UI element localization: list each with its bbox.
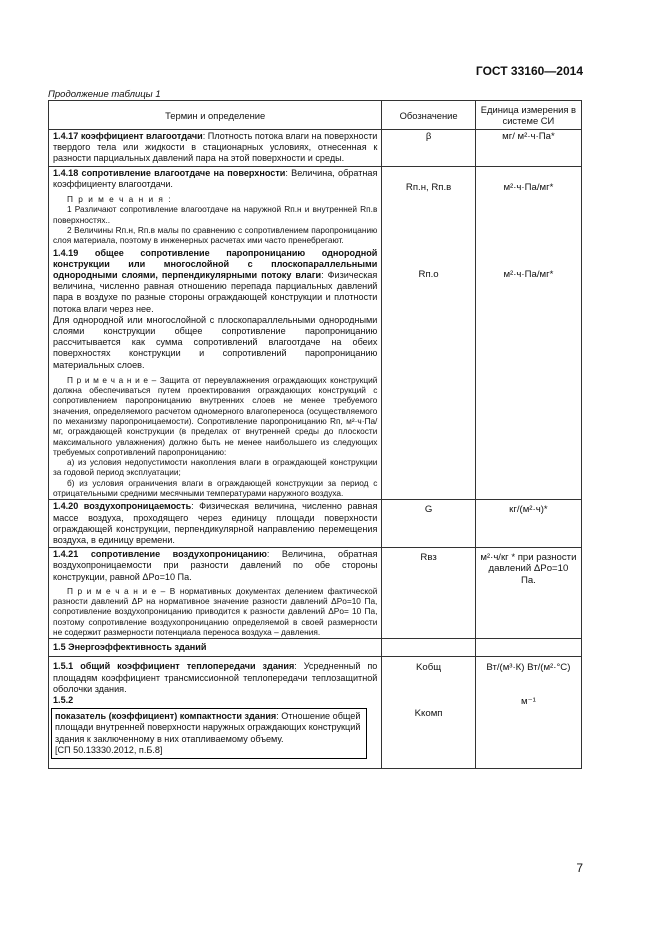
terms-table (48, 100, 582, 769)
table-header-row (49, 101, 582, 130)
page-number: 7 (576, 861, 583, 875)
symbol-cell: Rвз (382, 548, 475, 639)
term-cell: 1.4.17 коэффициент влагоотдачи: Плотность потока влаги на поверхности твердого тела или жидкости в стационарных условиях, отнесенная к разности парциальных давлений пара на этой поверхности и среды. (49, 130, 382, 167)
table-row (49, 166, 582, 500)
table-row (49, 639, 582, 657)
header-term: Термин и определение (49, 101, 382, 130)
term-cell: 1.4.20 воздухопроницаемость: Физическая величина, численно равная массе воздуха, проходящего через единицу площади поверхности ограждающей конструкции, перпендикулярной направлению перемещения воздуха, в единицу времени. (49, 500, 382, 548)
term-cell: 1.4.18 сопротивление влагоотдаче на поверхности: Величина, обратная коэффициенту влагоотдачи. П р и м е ч а н и я : 1 Различают сопротивление влагоотдаче на наружной Rп.н и внутренней Rп.в поверхностях.. 2 Величины Rп.н, Rп.в малы по сравнению с сопротивлением паропроницанию слоя материала, поэтому в инженерных расчетах ими часто пренебрегают. 1.4.19 общее сопротивление паропроницанию однородной конструкции или многослойной с плоскопараллельными однородными слоями, перпендикулярными потоку влаги: Физическая величина, численно равная отношению перепада парциальных давлений пара в воздухе по разные стороны ограждающей конструкции и плотности потока влаги через нее. Для однородной или многослойной с плоскопараллельными однородными слоями конструкции общее сопротивление паропроницанию рассчитывается как сумма сопротивлений влагоотдаче на обеих поверхностях конструкции и сопротивлений паропроницанию материальных слоев. П р и м е ч а н и е – Защита от переувлажнения ограждающих конструкций должна обеспечиваться путем проектирования ограждающих конструкций с сопротивлением паропроницанию внутренних слоев не менее требуемого значения, определяемого расчетом одномерного влагопереноса (осуществляемого по механизму паропроницаемости). Сопротивление паропроницанию Rп, м²·ч·Па/мг, ограждающей конструкции (в пределах от внутренней среды до плоскости максимального увлажнения) должно быть не менее наибольшего из следующих требуемых сопротивлений паропроницанию: а) из условия недопустимости накопления влаги в ограждающей конструкции за годовой период эксплуатации; б) из условия ограничения влаги в ограждающей конструкции за период с отрицательными средними месячными температурами наружного воздуха. (49, 166, 382, 500)
header-unit: Единица измерения в системе СИ (475, 101, 581, 130)
term-cell: 1.4.21 сопротивление воздухопроницанию: Величина, обратная воздухопроницаемости при разности давлений по обе стороны конструкции, равной ΔPо=10 Па. П р и м е ч а н и е – В нормативных документах делением фактической разности давлений ΔP на нормативное значение разности давлений ΔPо=10 Па, сопротивление воздухопроницанию приводится к разности давлений ΔPо= 10 Па, поэтому сопротивление воздухопроницанию определяемой в своей размерности не содержит размерности потенциала переноса воздуха – давления. (49, 548, 382, 639)
symbol-cell: Kобщ Kкомп (382, 657, 475, 769)
table-row (49, 548, 582, 639)
highlighted-definition-box: показатель (коэффициент) компактности здания: Отношение общей площади внутренней поверхности наружных ограждающих конструкций здания к заключенному в них отапливаемому объему. [СП 50.13330.2012, п.Б.8] (51, 708, 367, 759)
term-cell: 1.5.1 общий коэффициент теплопередачи здания: Усредненный по площадям коэффициент трансмиссионной теплопередачи теплозащитной оболочки здания. 1.5.2 показатель (коэффициент) компактности здания: Отношение общей площади внутренней поверхности наружных ограждающих конструкций здания к заключенному в них отапливаемому объему. [СП 50.13330.2012, п.Б.8] (49, 657, 382, 769)
unit-cell: Вт/(м³·К) Вт/(м²·°С) м⁻¹ (475, 657, 581, 769)
table-row (49, 657, 582, 769)
symbol-cell: G (382, 500, 475, 548)
table-continuation-label: Продолжение таблицы 1 (48, 89, 161, 100)
symbol-cell: β (382, 130, 475, 167)
table-row (49, 130, 582, 167)
unit-cell: кг/(м²·ч)* (475, 500, 581, 548)
header-symbol: Обозначение (382, 101, 475, 130)
unit-cell: мг/ м²·ч·Па* (475, 130, 581, 167)
unit-cell: м²·ч·Па/мг* м²·ч·Па/мг* (475, 166, 581, 500)
standard-number: ГОСТ 33160—2014 (475, 64, 583, 78)
section-title-cell: 1.5 Энергоэффективность зданий (49, 639, 382, 657)
unit-cell: м²·ч/кг * при разности давлений ΔPо=10 Па. (475, 548, 581, 639)
table-row (49, 500, 582, 548)
symbol-cell: Rп.н, Rп.в Rп.о (382, 166, 475, 500)
